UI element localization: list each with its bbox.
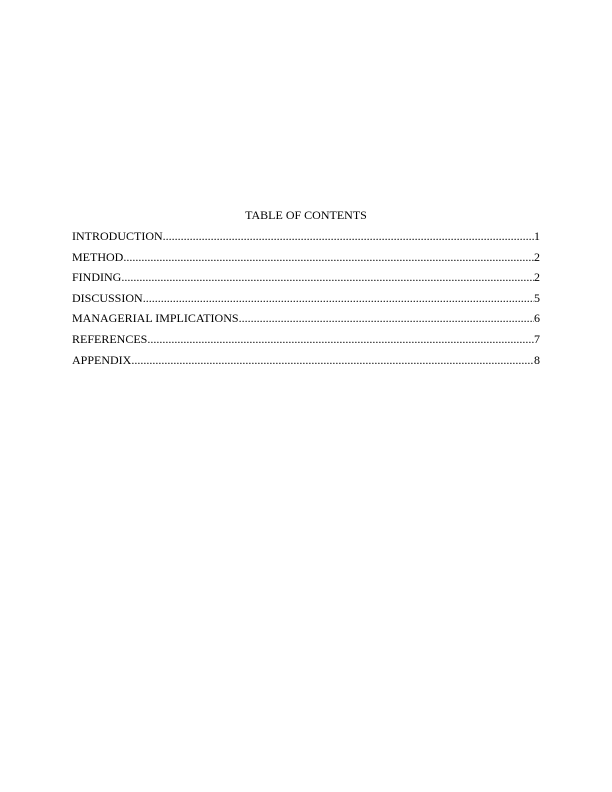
toc-entry-method[interactable]	[72, 250, 540, 271]
toc-dot-leader	[147, 332, 534, 346]
toc-entry-page-number: 7	[534, 331, 540, 346]
toc-title: TABLE OF CONTENTS	[245, 208, 367, 222]
toc-entry-page-number: 2	[534, 270, 540, 285]
toc-entry-page-number: 6	[534, 311, 540, 326]
toc-entry-page-number: 8	[534, 352, 540, 367]
toc-entry-references[interactable]	[72, 332, 540, 353]
toc-entry-page-number: 2	[534, 249, 540, 264]
toc-dot-leader	[123, 250, 534, 264]
toc-list	[72, 229, 540, 373]
toc-dot-leader	[131, 353, 534, 367]
toc-entry-label: INTRODUCTION	[72, 229, 163, 243]
toc-entry-introduction[interactable]	[72, 229, 540, 250]
toc-dot-leader	[143, 291, 534, 305]
toc-entry-label: METHOD	[72, 249, 124, 264]
toc-entry-page-number: 5	[534, 290, 540, 305]
toc-entry-appendix[interactable]	[72, 353, 540, 374]
toc-entry-managerial-implications[interactable]	[72, 311, 540, 332]
toc-entry-label: MANAGERIAL IMPLICATIONS	[72, 311, 239, 326]
toc-entry-label: APPENDIX	[72, 352, 132, 367]
toc-entry-label: REFERENCES	[72, 331, 148, 346]
toc-entry-finding[interactable]	[72, 270, 540, 291]
toc-entry-page-number: 1	[534, 229, 540, 243]
toc-entry-discussion[interactable]	[72, 291, 540, 312]
toc-entry-label: DISCUSSION	[72, 290, 143, 305]
toc-entry-label: FINDING	[72, 270, 122, 285]
toc-dot-leader	[239, 311, 534, 325]
toc-dot-leader	[163, 229, 534, 243]
toc-dot-leader	[121, 270, 534, 284]
